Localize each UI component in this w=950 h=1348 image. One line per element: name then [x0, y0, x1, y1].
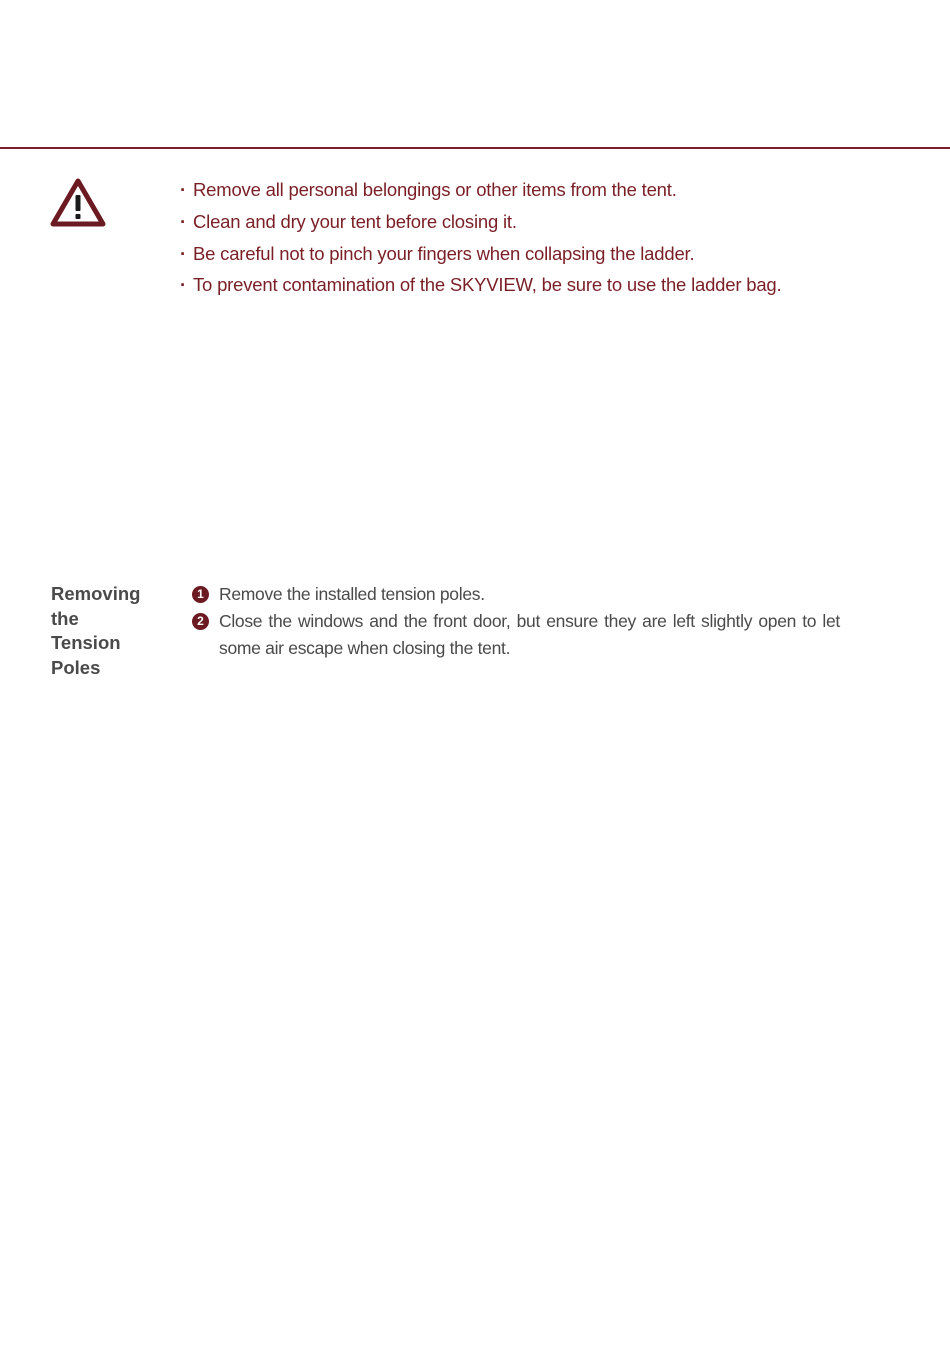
warning-item [180, 238, 781, 270]
step-item [192, 608, 840, 662]
section-title-line: the [51, 607, 79, 629]
section-title-line: Removing [51, 583, 141, 604]
warning-item-text: Remove all personal belongings or other items from the tent. [193, 179, 677, 200]
bullet-dot-icon: · [180, 179, 186, 200]
warning-item [180, 269, 781, 301]
section-title-line: Poles [51, 656, 101, 678]
warning-item-text: To prevent contamination of the SKYVIEW, be sure to use the ladder bag. [193, 274, 782, 296]
step-text: Remove the installed tension poles. [219, 584, 485, 604]
header-divider [0, 147, 950, 149]
steps-list [192, 581, 840, 662]
warning-triangle-icon [50, 178, 106, 228]
warning-item [180, 174, 781, 206]
bullet-dot-icon: · [180, 210, 186, 232]
warning-item-text: Be careful not to pinch your fingers when collapsing the ladder. [193, 242, 695, 264]
warning-item-text: Clean and dry your tent before closing it. [193, 210, 517, 232]
step-number-badge: 2 [192, 613, 209, 630]
warning-list [180, 174, 781, 301]
section-title-line: Tension [51, 632, 121, 654]
step-item [192, 581, 840, 608]
warning-item [180, 206, 781, 238]
step-number-badge: 1 [192, 586, 209, 603]
section-title [51, 582, 161, 680]
bullet-dot-icon: · [180, 274, 186, 296]
bullet-dot-icon: · [180, 242, 186, 264]
step-text: Close the windows and the front door, but ensure they are left slightly open to let some air escape when closing the tent. [219, 611, 840, 658]
